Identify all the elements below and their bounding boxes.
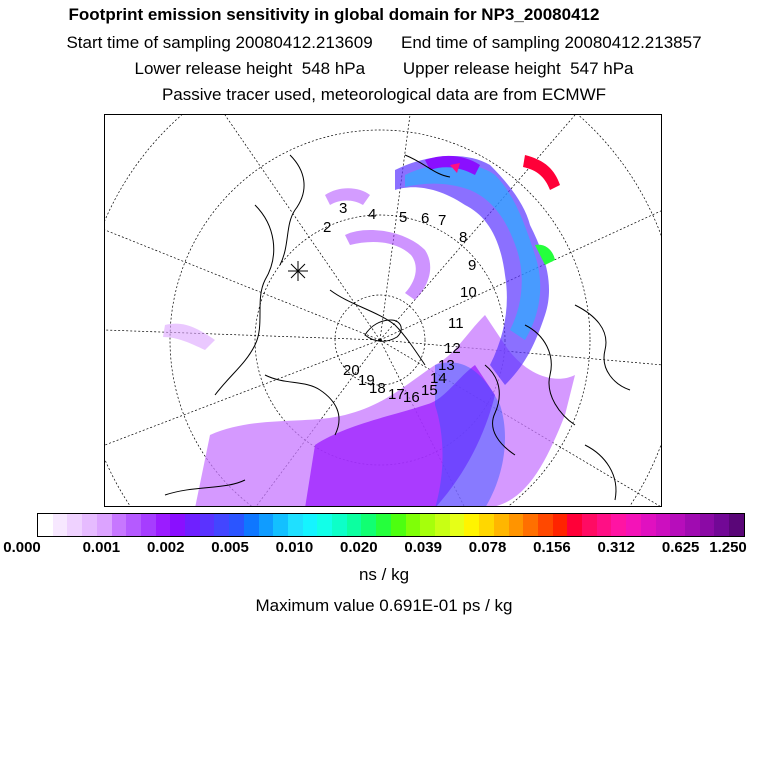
color-scale-swatch [200,514,215,536]
release-height-line: Lower release height 548 hPa Upper release height 547 hPa [134,59,634,78]
color-scale-swatch [273,514,288,536]
color-scale-swatch [53,514,68,536]
release-location-marker [288,261,308,281]
color-scale-swatch [141,514,156,536]
color-scale-swatch [714,514,729,536]
color-scale-swatch [112,514,127,536]
track-label: 4 [368,206,377,223]
tracer-info-line: Passive tracer used, meteorological data are from ECMWF [161,85,607,104]
sampling-time-line: Start time of sampling 20080412.213609 End time of sampling 20080412.213857 [66,33,702,52]
track-label: 7 [438,212,447,229]
color-scale-swatch [244,514,259,536]
color-scale-tick-label: 0.005 [211,539,249,556]
color-scale-tick-label: 0.625 [661,539,700,556]
color-scale-swatch [288,514,303,536]
color-scale-swatch [685,514,700,536]
color-scale-tick-label: 0.078 [468,539,507,556]
track-label: 16 [403,389,420,406]
color-scale-swatch [156,514,171,536]
color-scale-swatch [38,514,53,536]
color-scale-swatch [347,514,362,536]
color-scale-swatch [611,514,626,536]
color-scale-tick-label: 0.312 [597,539,636,556]
color-scale-bar [37,513,745,537]
color-scale-swatch [420,514,435,536]
track-label: 10 [460,284,477,301]
color-scale-unit: ns / kg [358,565,410,584]
color-scale-swatch [700,514,715,536]
color-scale-swatch [567,514,582,536]
track-label: 8 [459,229,468,246]
track-label: 5 [399,209,408,226]
color-scale-tick-label: 1.250 [709,539,747,556]
color-scale-swatch [97,514,112,536]
track-label: 14 [430,370,447,387]
track-label: 18 [369,380,386,397]
track-label: 15 [421,382,438,399]
color-scale-swatch [185,514,200,536]
track-label: 20 [343,362,360,379]
color-scale-swatch [82,514,97,536]
color-scale-tick-label: 0.156 [533,539,571,556]
color-scale-swatch [332,514,347,536]
color-scale-swatch [553,514,568,536]
color-scale-swatch [509,514,524,536]
track-label: 12 [444,340,461,357]
color-scale-tick-label: 0.000 [3,539,41,556]
track-label: 3 [339,200,348,217]
color-scale-swatch [656,514,671,536]
color-scale-swatch [582,514,597,536]
footprint-map [104,114,662,507]
color-scale-swatch [67,514,82,536]
color-scale-swatch [259,514,274,536]
color-scale-swatch [170,514,185,536]
color-scale-swatch [406,514,421,536]
color-scale-swatch [597,514,612,536]
track-label: 19 [358,372,375,389]
color-scale-swatch [435,514,450,536]
color-scale-swatch [214,514,229,536]
color-scale-swatch [391,514,406,536]
color-scale-tick-label: 0.039 [404,539,442,556]
maximum-value-label: Maximum value 0.691E-01 ps / kg [255,596,513,615]
track-label: 9 [468,257,477,274]
map-title: Footprint emission sensitivity in global domain for NP3_20080412 [68,5,600,24]
color-scale-swatch [670,514,685,536]
track-label: 13 [438,357,455,374]
color-scale-swatch [626,514,641,536]
track-label: 11 [448,315,464,332]
color-scale-swatch [450,514,465,536]
color-scale-swatch [523,514,538,536]
color-scale-tick-label: 0.001 [82,539,121,556]
color-scale-swatch [479,514,494,536]
color-scale-swatch [317,514,332,536]
color-scale-tick-label: 0.010 [275,539,314,556]
color-scale-swatch [729,514,744,536]
map-canvas [105,115,662,507]
color-scale-swatch [494,514,509,536]
color-scale-swatch [303,514,318,536]
track-label: 6 [421,210,430,227]
color-scale-swatch [464,514,479,536]
color-scale-tick-label: 0.002 [146,539,185,556]
color-scale-swatch [229,514,244,536]
track-label: 2 [323,219,332,236]
color-scale-swatch [376,514,391,536]
color-scale-swatch [361,514,376,536]
track-label: 17 [388,386,405,403]
color-scale-swatch [538,514,553,536]
color-scale-tick-label: 0.020 [340,539,378,556]
color-scale-swatch [126,514,141,536]
color-scale-swatch [641,514,656,536]
